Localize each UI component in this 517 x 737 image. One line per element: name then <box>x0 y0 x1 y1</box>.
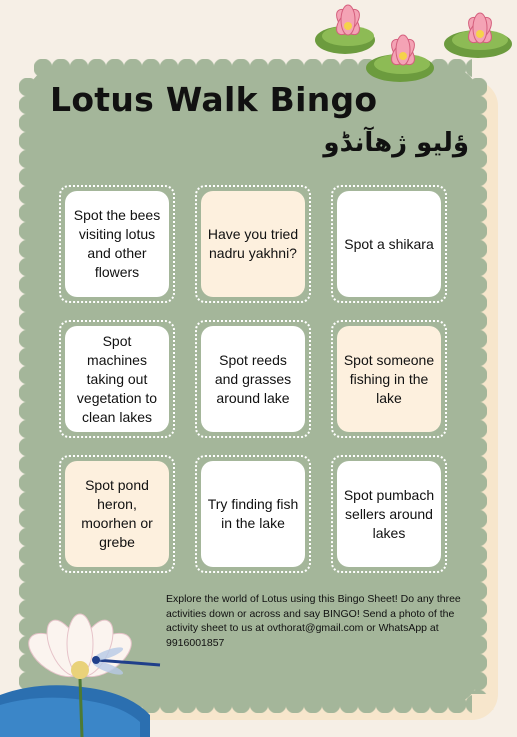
bingo-cell-text: Spot reeds and grasses around lake <box>201 326 305 432</box>
bingo-cell[interactable] <box>331 455 447 573</box>
bingo-cell[interactable] <box>331 320 447 438</box>
page-subtitle: ؤليو ژھآنڈو <box>323 128 469 158</box>
bingo-cell[interactable] <box>195 185 311 303</box>
bingo-cell-text: Spot pond heron, moorhen or grebe <box>65 461 169 567</box>
page-title: Lotus Walk Bingo <box>50 80 378 119</box>
bingo-cell[interactable] <box>195 455 311 573</box>
bingo-cell[interactable] <box>59 455 175 573</box>
bingo-cell-text: Spot pumbach sellers around lakes <box>337 461 441 567</box>
bingo-cell-text: Spot someone fishing in the lake <box>337 326 441 432</box>
bingo-cell-text: Spot the bees visiting lotus and other flowers <box>65 191 169 297</box>
bingo-cell-text: Spot a shikara <box>337 191 441 297</box>
bingo-cell[interactable] <box>195 320 311 438</box>
bingo-cell[interactable] <box>331 185 447 303</box>
bingo-cell-text: Spot machines taking out vegetation to clean lakes <box>65 326 169 432</box>
instructions-text: Explore the world of Lotus using this Bingo Sheet! Do any three activities down or across and say BINGO! Send a photo of the activity sheet to us at ovthorat@gmail.com or WhatsApp at 9916001857 <box>166 593 461 649</box>
bingo-cell-text: Try finding fish in the lake <box>201 461 305 567</box>
bingo-cell-text: Have you tried nadru yakhni? <box>201 191 305 297</box>
lotus-dragonfly-icon <box>0 610 180 737</box>
bingo-cell[interactable] <box>59 185 175 303</box>
bingo-cell[interactable] <box>59 320 175 438</box>
